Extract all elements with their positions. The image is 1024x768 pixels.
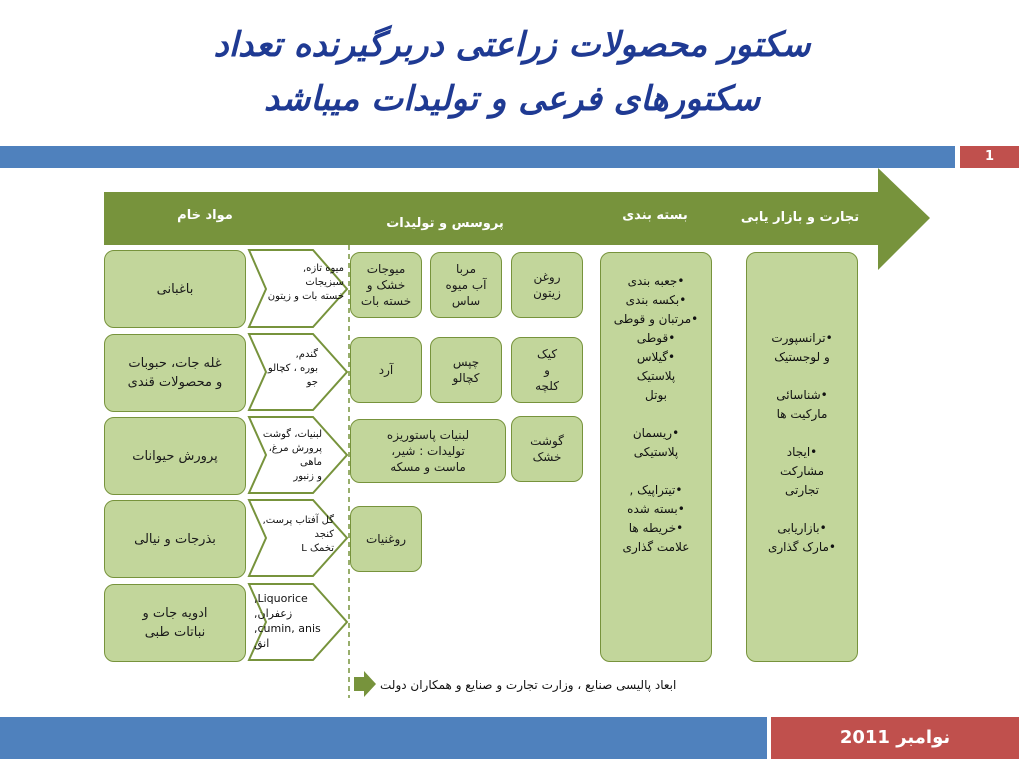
stage-raw-materials: مواد خام (177, 208, 233, 223)
process-jam-juice: مربا آب میوه ساس (430, 252, 502, 318)
process-cake-cookies: کیک و کلچه (511, 337, 583, 403)
footer-bar (0, 717, 767, 759)
stage-packaging: بسته بندی (622, 208, 688, 223)
process-dried-fruits: میوجات خشک و خسته بات (350, 252, 422, 318)
process-dairy: لبنیات پاستوریزه تولیدات : شیر، ماست و مسکه (350, 419, 506, 483)
process-oils: روغنیات (350, 506, 422, 572)
process-olive-oil: روغن زیتون (511, 252, 583, 318)
note-arrow-icon (354, 671, 376, 697)
raw-seeds-saplings: بذرجات و نیالی (104, 500, 246, 578)
raw-cereals-legumes: غله جات، حبوبات و محصولات قندی (104, 334, 246, 412)
chevron-text-1: میوه تازه, سبزیجات خسته بات و زیتون (267, 263, 344, 302)
raw-livestock: پرورش حیوانات (104, 417, 246, 495)
chevron-text-5: Liquorice, زعفران, cumin, anis, انق (254, 592, 321, 650)
raw-spices-herbs: ادویه جات و نباتات طبی (104, 584, 246, 662)
chevron-text-2: گندم, بوره ، کچالو جو (267, 349, 318, 388)
process-dried-meat: گوشت خشک (511, 416, 583, 482)
process-flour: آرد (350, 337, 422, 403)
title-line-1: سکتور محصولات زراعتی دربرگیرنده تعداد (213, 25, 811, 65)
chevron-text-4: گل آفتاب پرست, کنجد تخمک L (262, 515, 334, 554)
process-potato-chips: چپس کچالو (430, 337, 502, 403)
raw-horticulture: باغبانی (104, 250, 246, 328)
policy-note: ابعاد پالیسی صنایع ، وزارت تجارت و صنایع و همکاران دولت (380, 678, 677, 692)
packaging-list: •جعبه بندی •بکسه بندی •مرتبان و قوطی •قوطی •گیلاس پلاستیک بوتل •ریسمان پلاستیکی •تیتراپیک , •بسته شده •خریطه ها علامت گذاری (613, 274, 699, 554)
trade-list: •ترانسپورت و لوجستیک •شناسائی مارکیت ها •ایجاد مشارکت تجارتی •بازاریابی •مارک گذاری (767, 331, 837, 554)
chevron-text-3: لبنیات، گوشت پرورش مرغ، ماهی و زنبور (262, 429, 322, 482)
stage-trade-marketing: تجارت و بازار یابی (740, 210, 860, 225)
title-line-2: سکتورهای فرعی و تولیدات میباشد (263, 79, 761, 119)
footer-date: نوامبر 2011 (771, 717, 1019, 759)
stage-processing: پروسس و تولیدات (386, 216, 504, 231)
slide-number: 1 (960, 146, 1019, 168)
